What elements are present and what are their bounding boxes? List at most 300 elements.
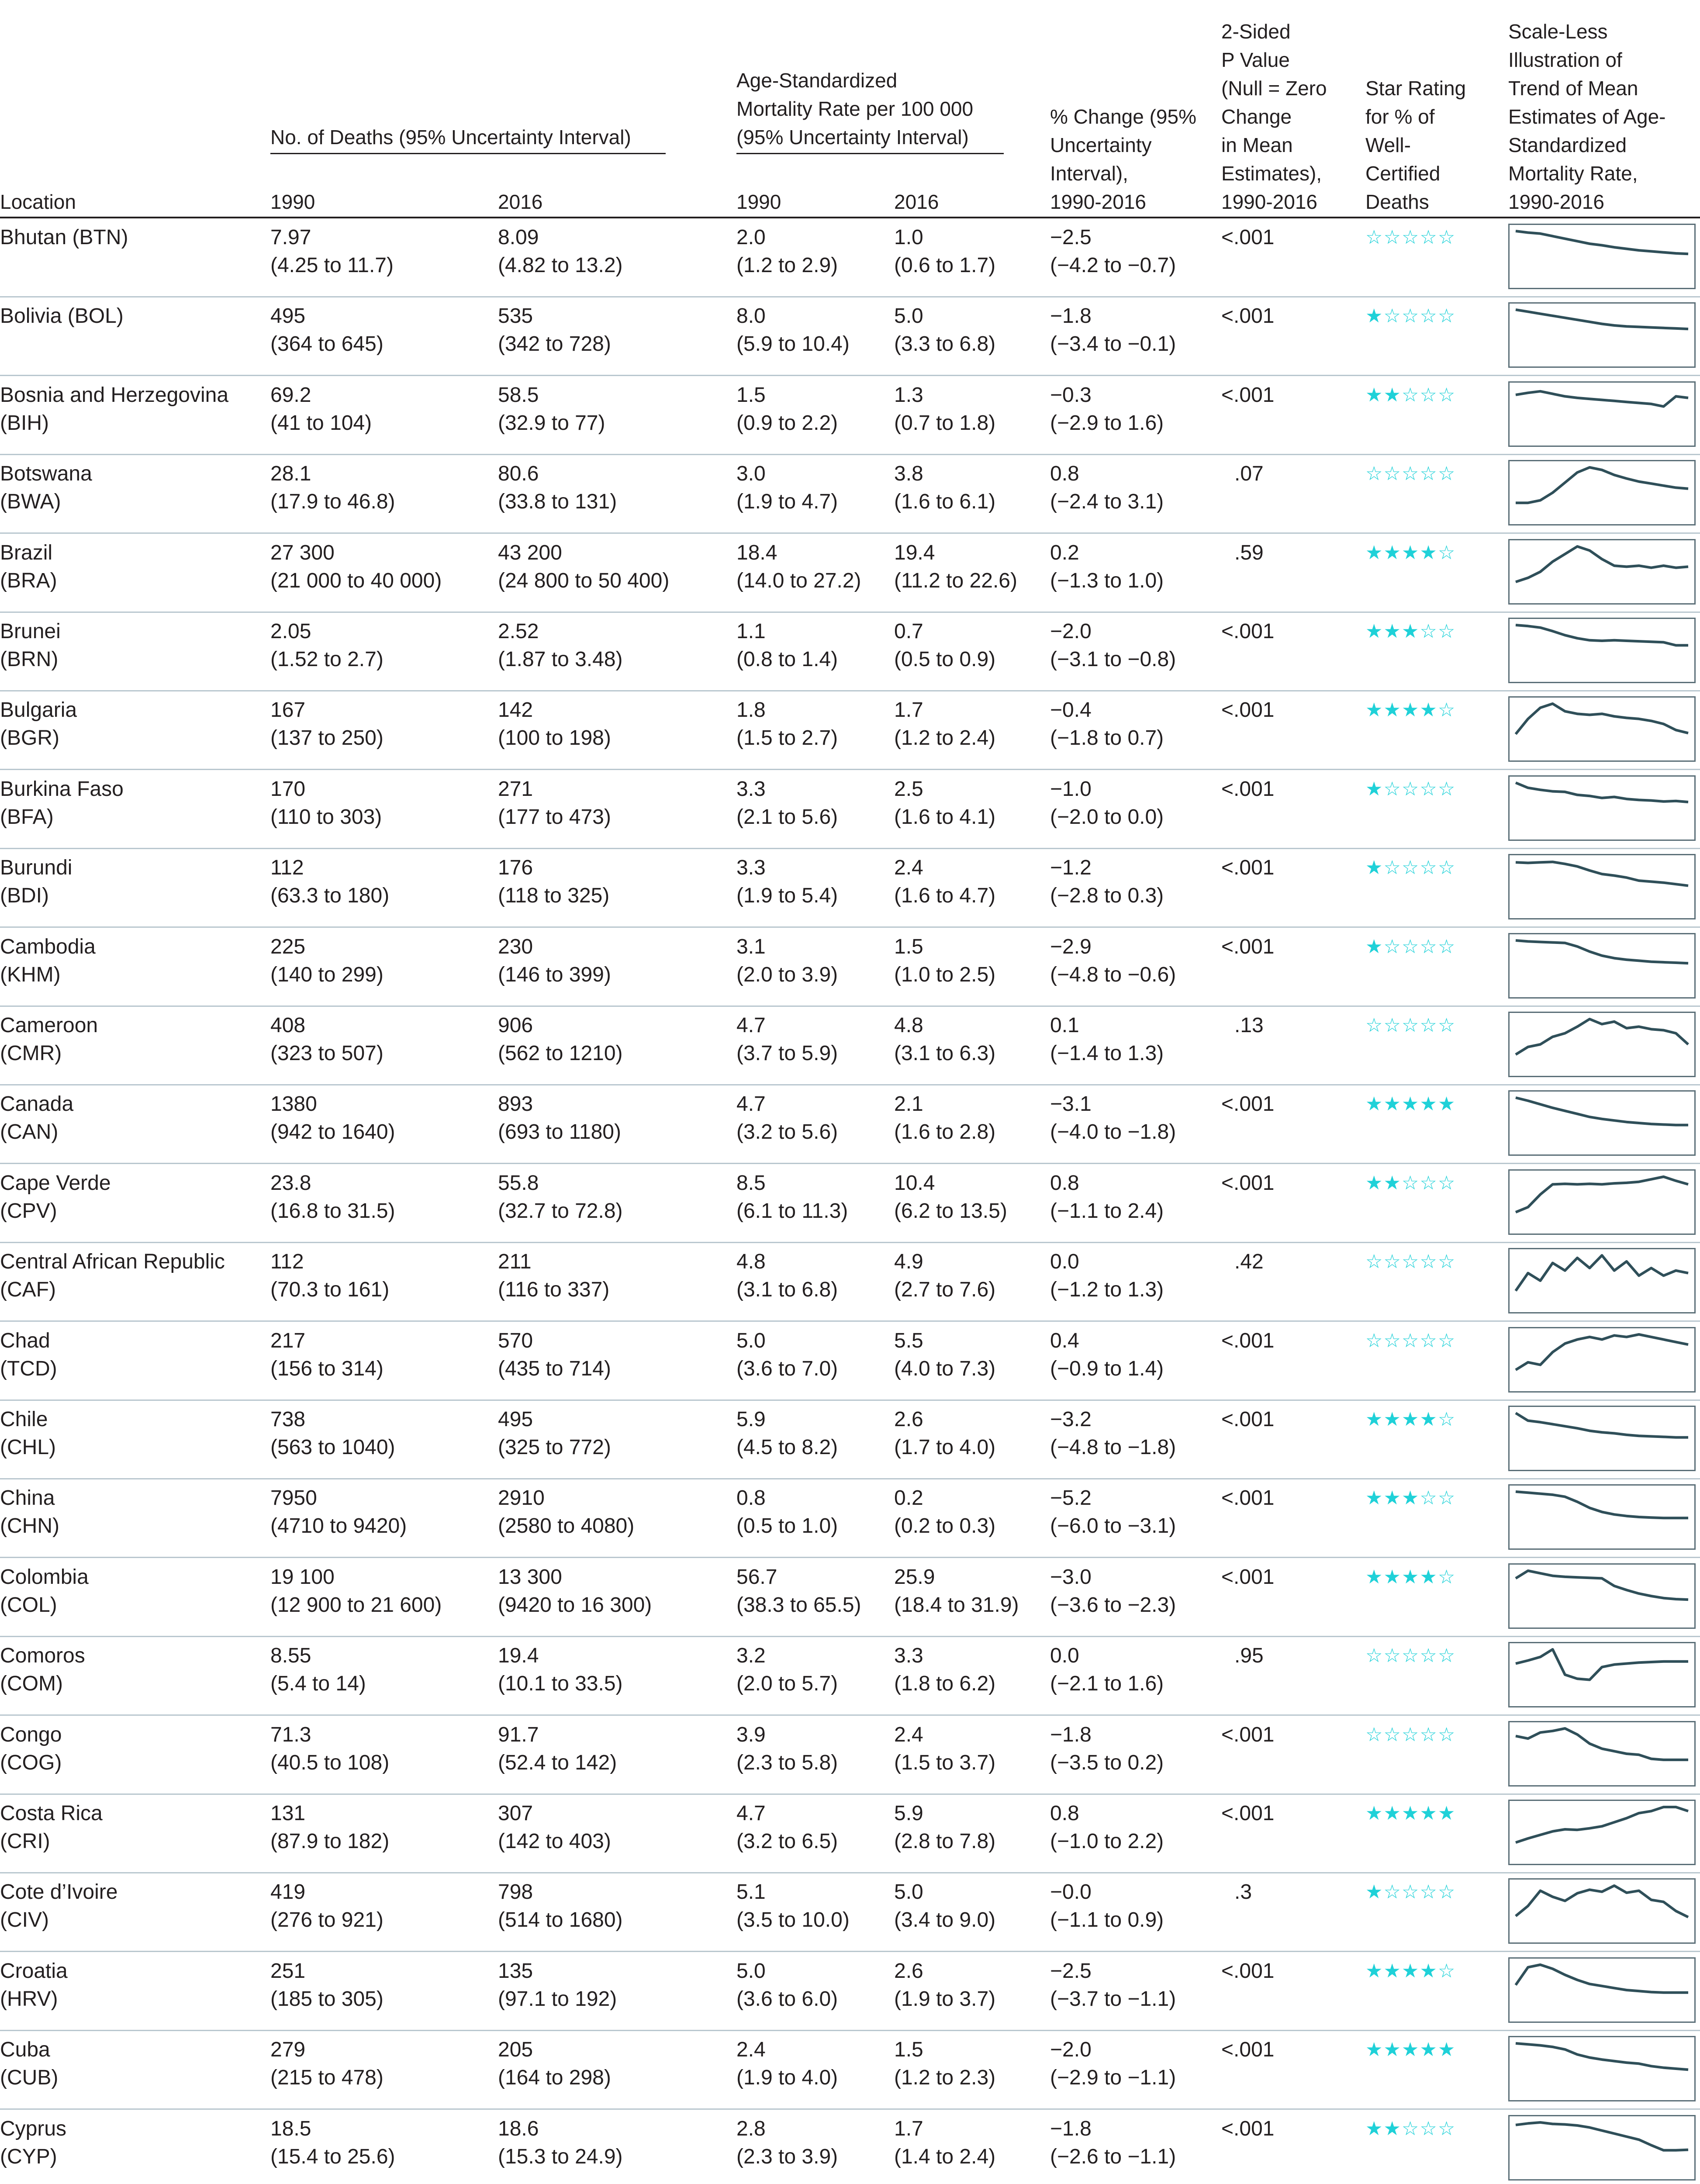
- pct-change-cell: [1050, 1169, 1164, 1225]
- location-cell: [0, 2036, 58, 2092]
- star-empty-icon: ☆: [1365, 1015, 1384, 1036]
- rate-1990-cell-interval: (3.7 to 5.9): [736, 1042, 838, 1065]
- location-cell-value: Cambodia: [0, 935, 96, 958]
- pct-change-cell-interval: (−2.8 to 0.3): [1050, 884, 1164, 908]
- p-value-cell: <.001: [1221, 1565, 1275, 1589]
- pct-change-cell-interval: (−1.2 to 1.3): [1050, 1278, 1164, 1302]
- table-row: [0, 691, 1700, 770]
- pct-change-cell-value: −0.0: [1050, 1880, 1092, 1904]
- p-value-cell: <.001: [1221, 1486, 1275, 1510]
- star-filled-icon: ★: [1420, 542, 1438, 563]
- pct-change-cell-interval: (−3.5 to 0.2): [1050, 1751, 1164, 1774]
- trend-sparkline: [1508, 696, 1696, 762]
- rate-2016-cell: [894, 460, 995, 516]
- trend-line: [1516, 1492, 1688, 1518]
- deaths-2016-cell: [498, 1248, 609, 1304]
- table-row: [0, 1164, 1700, 1243]
- rate-1990-cell-interval: (0.8 to 1.4): [736, 648, 838, 671]
- pct-change-cell-interval: (−2.4 to 3.1): [1050, 490, 1164, 514]
- deaths-1990-cell: [270, 1563, 442, 1619]
- rate-1990-cell-value: 56.7: [736, 1565, 777, 1589]
- star-empty-icon: ☆: [1420, 463, 1438, 485]
- p-value-cell: <.001: [1221, 620, 1275, 643]
- star-empty-icon: ☆: [1437, 1724, 1456, 1745]
- star-empty-icon: ☆: [1420, 2118, 1438, 2139]
- deaths-1990-cell-interval: (110 to 303): [270, 805, 382, 829]
- star-filled-icon: ★: [1420, 1566, 1438, 1588]
- deaths-1990-cell-value: 18.5: [270, 2117, 311, 2140]
- star-rating: [1365, 1957, 1456, 1985]
- deaths-2016-cell: [498, 775, 611, 831]
- pct-change-cell-interval: (−1.0 to 2.2): [1050, 1830, 1164, 1853]
- location-cell-value: Bhutan (BTN): [0, 226, 128, 249]
- trend-line: [1516, 783, 1688, 802]
- deaths-2016-cell-value: 8.09: [498, 226, 539, 249]
- trend-line: [1516, 467, 1688, 503]
- deaths-2016-cell-interval: (177 to 473): [498, 805, 611, 829]
- pct-change-cell-interval: (−4.8 to −1.8): [1050, 1436, 1176, 1459]
- deaths-1990-cell-interval: (63.3 to 180): [270, 884, 390, 908]
- star-filled-icon: ★: [1401, 1093, 1420, 1115]
- star-filled-icon: ★: [1365, 936, 1384, 957]
- rate-2016-cell-interval: (1.7 to 4.0): [894, 1436, 996, 1459]
- deaths-1990-cell: [270, 775, 382, 831]
- rate-2016-cell: [894, 539, 1017, 595]
- deaths-1990-cell: [270, 1642, 366, 1698]
- star-filled-icon: ★: [1365, 384, 1384, 406]
- rate-2016-cell-interval: (3.3 to 6.8): [894, 332, 996, 356]
- deaths-2016-cell-interval: (342 to 728): [498, 332, 611, 356]
- rate-1990-cell-interval: (1.5 to 2.7): [736, 726, 838, 750]
- deaths-2016-cell-value: 135: [498, 1959, 533, 1983]
- star-rating: [1365, 539, 1456, 567]
- trend-sparkline: [1508, 1090, 1696, 1156]
- star-empty-icon: ☆: [1437, 778, 1456, 800]
- rate-1990-cell-value: 18.4: [736, 541, 777, 564]
- rate-1990-cell-interval: (4.5 to 8.2): [736, 1436, 838, 1459]
- rate-2016-cell-interval: (4.0 to 7.3): [894, 1357, 996, 1380]
- deaths-1990-cell-value: 112: [270, 1250, 304, 1274]
- rate-1990-cell: [736, 1800, 838, 1856]
- star-empty-icon: ☆: [1401, 1015, 1420, 1036]
- deaths-2016-cell-interval: (32.7 to 72.8): [498, 1199, 623, 1223]
- location-cell: [0, 1878, 117, 1934]
- location-cell-value: Cape Verde: [0, 1171, 111, 1195]
- deaths-1990-cell-interval: (185 to 305): [270, 1987, 384, 2011]
- deaths-2016-cell-value: 18.6: [498, 2117, 539, 2140]
- trend-line: [1516, 310, 1688, 329]
- star-empty-icon: ☆: [1383, 857, 1402, 879]
- star-filled-icon: ★: [1401, 1566, 1420, 1588]
- deaths-2016-cell-value: 495: [498, 1408, 533, 1431]
- star-rating: [1365, 1327, 1456, 1355]
- pct-change-cell-value: −1.8: [1050, 2117, 1092, 2140]
- rate-2016-cell-value: 19.4: [894, 541, 935, 564]
- pct-change-cell: [1050, 696, 1164, 752]
- p-value-cell: .59: [1234, 541, 1264, 564]
- deaths-2016-cell-value: 906: [498, 1014, 533, 1037]
- deaths-2016-cell: [498, 1484, 634, 1540]
- star-empty-icon: ☆: [1437, 1172, 1456, 1194]
- star-filled-icon: ★: [1401, 621, 1420, 642]
- rate-1990-cell: [736, 775, 838, 831]
- pct-change-cell-value: −2.5: [1050, 1959, 1092, 1983]
- deaths-2016-cell-interval: (164 to 298): [498, 2066, 611, 2090]
- star-empty-icon: ☆: [1420, 621, 1438, 642]
- location-cell-value: Croatia: [0, 1959, 68, 1983]
- rate-1990-cell-value: 4.7: [736, 1092, 766, 1116]
- rate-2016-cell-value: 1.3: [894, 383, 923, 407]
- rate-2016-cell-interval: (18.4 to 31.9): [894, 1593, 1019, 1617]
- p-value-cell: <.001: [1221, 2117, 1275, 2140]
- rate-1990-cell-interval: (2.0 to 3.9): [736, 963, 838, 986]
- star-empty-icon: ☆: [1420, 1724, 1438, 1745]
- rate-1990-cell: [736, 1957, 838, 2013]
- deaths-1990-cell-interval: (17.9 to 46.8): [270, 490, 395, 514]
- rate-1990-cell-interval: (2.0 to 5.7): [736, 1672, 838, 1696]
- rate-1990-cell-value: 2.4: [736, 2038, 766, 2062]
- deaths-1990-cell-value: 7.97: [270, 226, 311, 249]
- rate-1990-cell: [736, 933, 838, 989]
- deaths-1990-cell: [270, 302, 384, 358]
- star-filled-icon: ★: [1383, 542, 1402, 563]
- rate-2016-cell: [894, 302, 995, 358]
- rate-1990-cell-value: 1.1: [736, 620, 766, 643]
- star-filled-icon: ★: [1401, 1487, 1420, 1509]
- star-filled-icon: ★: [1383, 1803, 1402, 1824]
- trend-sparkline: [1508, 1327, 1696, 1393]
- location-cell-interval: (CMR): [0, 1042, 62, 1065]
- trend-sparkline: [1508, 1484, 1696, 1550]
- trend-sparkline: [1508, 1563, 1696, 1629]
- rate-2016-cell-value: 5.0: [894, 1880, 923, 1904]
- location-cell-value: Cyprus: [0, 2117, 67, 2140]
- deaths-1990-cell: [270, 1090, 395, 1146]
- p-value-cell: <.001: [1221, 383, 1275, 407]
- rate-2016-cell: [894, 1957, 995, 2013]
- rate-1990-cell: [736, 854, 838, 910]
- trend-line: [1516, 940, 1688, 963]
- star-empty-icon: ☆: [1437, 1645, 1456, 1667]
- star-filled-icon: ★: [1383, 2118, 1402, 2139]
- star-filled-icon: ★: [1383, 621, 1402, 642]
- deaths-1990-cell-value: 28.1: [270, 462, 311, 486]
- header-deaths-2016: 2016: [498, 190, 543, 213]
- pct-change-cell: [1050, 1012, 1164, 1068]
- star-empty-icon: ☆: [1420, 1645, 1438, 1667]
- rate-2016-cell-interval: (0.7 to 1.8): [894, 411, 996, 435]
- deaths-2016-cell-value: 798: [498, 1880, 533, 1904]
- table-row: [0, 928, 1700, 1006]
- pct-change-cell-value: 0.8: [1050, 462, 1079, 486]
- star-empty-icon: ☆: [1437, 1566, 1456, 1588]
- star-empty-icon: ☆: [1420, 1015, 1438, 1036]
- star-filled-icon: ★: [1383, 1566, 1402, 1588]
- location-cell-value: Brazil: [0, 541, 53, 564]
- star-rating: [1365, 302, 1456, 330]
- pct-change-cell: [1050, 1327, 1164, 1383]
- deaths-2016-cell: [498, 1800, 611, 1856]
- rate-2016-cell: [894, 1327, 995, 1383]
- rate-2016-cell: [894, 381, 995, 437]
- rate-1990-cell-value: 1.5: [736, 383, 766, 407]
- star-empty-icon: ☆: [1401, 463, 1420, 485]
- location-cell: [0, 1642, 85, 1698]
- star-empty-icon: ☆: [1420, 778, 1438, 800]
- rate-2016-cell-value: 2.6: [894, 1408, 923, 1431]
- rate-1990-cell-value: 5.0: [736, 1959, 766, 1983]
- pct-change-cell-value: −2.5: [1050, 226, 1092, 249]
- star-filled-icon: ★: [1365, 857, 1384, 879]
- rate-1990-cell: [736, 618, 838, 674]
- star-empty-icon: ☆: [1383, 305, 1402, 327]
- star-filled-icon: ★: [1383, 1172, 1402, 1194]
- star-filled-icon: ★: [1420, 1960, 1438, 1982]
- trend-line: [1516, 1177, 1688, 1212]
- deaths-1990-cell-interval: (942 to 1640): [270, 1120, 395, 1144]
- star-empty-icon: ☆: [1401, 1330, 1420, 1351]
- rate-1990-cell-value: 3.2: [736, 1644, 766, 1668]
- rate-1990-cell: [736, 1721, 838, 1777]
- star-rating: [1365, 1800, 1456, 1828]
- location-cell: [0, 381, 228, 437]
- location-cell-value: Cameroon: [0, 1014, 98, 1037]
- star-filled-icon: ★: [1365, 1566, 1384, 1588]
- deaths-1990-cell-value: 69.2: [270, 383, 311, 407]
- deaths-1990-cell-interval: (87.9 to 182): [270, 1830, 390, 1853]
- location-cell-value: Bulgaria: [0, 698, 77, 722]
- pct-change-cell-value: 0.1: [1050, 1014, 1079, 1037]
- location-cell: [0, 1800, 103, 1856]
- rate-2016-cell: [894, 696, 995, 752]
- table-row: [0, 612, 1700, 691]
- star-empty-icon: ☆: [1437, 1881, 1456, 1903]
- rate-1990-cell-value: 3.1: [736, 935, 766, 958]
- rate-1990-cell-interval: (1.9 to 4.0): [736, 2066, 838, 2090]
- location-cell-value: Colombia: [0, 1565, 89, 1589]
- location-cell-interval: (HRV): [0, 1987, 58, 2011]
- star-empty-icon: ☆: [1401, 1172, 1420, 1194]
- rate-2016-cell-value: 5.0: [894, 304, 923, 328]
- pct-change-cell: [1050, 302, 1176, 358]
- pct-change-cell-interval: (−2.9 to −1.1): [1050, 2066, 1176, 2090]
- header-trend: Scale-Less Illustration of Trend of Mean Estimates of Age- Standardized Mortality Rate, 1990-2016: [1508, 20, 1666, 213]
- deaths-1990-cell-value: 251: [270, 1959, 306, 1983]
- deaths-1990-cell-interval: (5.4 to 14): [270, 1672, 366, 1696]
- star-empty-icon: ☆: [1365, 1645, 1384, 1667]
- location-cell-interval: (CHN): [0, 1514, 59, 1538]
- star-empty-icon: ☆: [1401, 1881, 1420, 1903]
- rate-2016-cell: [894, 854, 995, 910]
- deaths-2016-cell-value: 43 200: [498, 541, 562, 564]
- deaths-1990-cell-interval: (1.52 to 2.7): [270, 648, 384, 671]
- star-empty-icon: ☆: [1401, 305, 1420, 327]
- p-value-cell: <.001: [1221, 856, 1275, 880]
- star-filled-icon: ★: [1383, 699, 1402, 721]
- rate-1990-cell: [736, 539, 861, 595]
- header-rate-group: Age-Standardized Mortality Rate per 100 000 (95% Uncertainty Interval): [736, 69, 974, 149]
- pct-change-cell-value: 0.0: [1050, 1250, 1079, 1274]
- p-value-cell: <.001: [1221, 1092, 1275, 1116]
- star-empty-icon: ☆: [1383, 1881, 1402, 1903]
- p-value-cell: .07: [1234, 462, 1264, 486]
- pct-change-cell: [1050, 1406, 1176, 1462]
- rate-2016-cell: [894, 1484, 995, 1540]
- p-value-cell: <.001: [1221, 1329, 1275, 1352]
- rate-2016-cell-value: 1.0: [894, 226, 923, 249]
- pct-change-cell-value: 0.8: [1050, 1171, 1079, 1195]
- header-pct-change: % Change (95% Uncertainty Interval), 1990-2016: [1050, 105, 1196, 213]
- table-row: [0, 1873, 1700, 1952]
- pct-change-cell-interval: (−4.2 to −0.7): [1050, 254, 1176, 277]
- deaths-2016-cell-interval: (116 to 337): [498, 1278, 610, 1302]
- star-empty-icon: ☆: [1420, 936, 1438, 957]
- location-cell-interval: (BFA): [0, 805, 54, 829]
- trend-line: [1516, 1334, 1688, 1370]
- trend-line: [1516, 1807, 1688, 1842]
- trend-sparkline: [1508, 1012, 1696, 1077]
- deaths-2016-cell: [498, 1878, 623, 1934]
- deaths-1990-cell: [270, 224, 394, 280]
- pct-change-cell-interval: (−1.4 to 1.3): [1050, 1042, 1164, 1065]
- star-rating: [1365, 1721, 1456, 1749]
- pct-change-cell-interval: (−2.1 to 1.6): [1050, 1672, 1164, 1696]
- star-rating: [1365, 381, 1456, 409]
- location-cell-interval: (BDI): [0, 884, 49, 908]
- deaths-2016-cell-value: 176: [498, 856, 533, 880]
- rate-1990-cell-interval: (3.2 to 5.6): [736, 1120, 838, 1144]
- rate-2016-cell-interval: (6.2 to 13.5): [894, 1199, 1007, 1223]
- deaths-2016-cell: [498, 1012, 623, 1068]
- star-empty-icon: ☆: [1365, 1330, 1384, 1351]
- rate-2016-cell-interval: (2.8 to 7.8): [894, 1830, 996, 1853]
- star-empty-icon: ☆: [1437, 227, 1456, 248]
- pct-change-cell: [1050, 460, 1164, 516]
- table-row: [0, 1006, 1700, 1085]
- rate-2016-cell-value: 2.4: [894, 1723, 923, 1746]
- rate-1990-cell: [736, 460, 838, 516]
- pct-change-cell-value: 0.8: [1050, 1802, 1079, 1825]
- rate-1990-cell-value: 4.8: [736, 1250, 766, 1274]
- rate-2016-cell-interval: (1.5 to 3.7): [894, 1751, 996, 1774]
- deaths-1990-cell: [270, 1248, 389, 1304]
- deaths-2016-cell-interval: (435 to 714): [498, 1357, 611, 1380]
- deaths-2016-cell: [498, 1169, 623, 1225]
- pct-change-cell-value: −3.2: [1050, 1408, 1092, 1431]
- pct-change-cell-interval: (−2.9 to 1.6): [1050, 411, 1164, 435]
- trend-line: [1516, 625, 1688, 645]
- table-row: [0, 1243, 1700, 1321]
- deaths-2016-cell-interval: (325 to 772): [498, 1436, 611, 1459]
- deaths-1990-cell-interval: (40.5 to 108): [270, 1751, 390, 1774]
- deaths-1990-cell-interval: (364 to 645): [270, 332, 384, 356]
- deaths-2016-cell-interval: (33.8 to 131): [498, 490, 617, 514]
- star-filled-icon: ★: [1365, 305, 1384, 327]
- deaths-1990-cell: [270, 618, 384, 674]
- deaths-2016-cell-value: 2910: [498, 1486, 545, 1510]
- deaths-1990-cell-value: 2.05: [270, 620, 311, 643]
- rate-1990-cell-value: 3.9: [736, 1723, 766, 1746]
- deaths-1990-cell: [270, 460, 395, 516]
- deaths-1990-cell-value: 167: [270, 698, 306, 722]
- star-filled-icon: ★: [1365, 2118, 1384, 2139]
- star-empty-icon: ☆: [1383, 936, 1402, 957]
- rate-1990-cell: [736, 1169, 848, 1225]
- rate-2016-cell-interval: (1.6 to 2.8): [894, 1120, 996, 1144]
- star-empty-icon: ☆: [1401, 857, 1420, 879]
- deaths-2016-cell-interval: (146 to 399): [498, 963, 611, 986]
- deaths-1990-cell: [270, 2036, 384, 2092]
- deaths-1990-cell-value: 23.8: [270, 1171, 311, 1195]
- star-filled-icon: ★: [1365, 621, 1384, 642]
- location-cell-interval: (CAN): [0, 1120, 59, 1144]
- header-rate-underline: [736, 153, 1004, 154]
- rate-1990-cell: [736, 1012, 838, 1068]
- rate-2016-cell-interval: (2.7 to 7.6): [894, 1278, 996, 1302]
- rate-1990-cell: [736, 1484, 838, 1540]
- rate-1990-cell-interval: (1.9 to 4.7): [736, 490, 838, 514]
- trend-sparkline: [1508, 1957, 1696, 2023]
- star-filled-icon: ★: [1401, 699, 1420, 721]
- rate-1990-cell-value: 4.7: [736, 1014, 766, 1037]
- deaths-2016-cell: [498, 618, 623, 674]
- header-star-rating: Star Rating for % of Well- Certified Deaths: [1365, 77, 1466, 213]
- rate-2016-cell-interval: (1.6 to 4.7): [894, 884, 996, 908]
- deaths-2016-cell-value: 230: [498, 935, 533, 958]
- star-filled-icon: ★: [1365, 1803, 1384, 1824]
- star-empty-icon: ☆: [1365, 1251, 1384, 1273]
- location-cell-interval: (CYP): [0, 2145, 57, 2168]
- p-value-cell: <.001: [1221, 304, 1275, 328]
- table-row: [0, 1322, 1700, 1400]
- location-cell-interval: (CRI): [0, 1830, 50, 1853]
- location-cell-value: Botswana: [0, 462, 92, 486]
- deaths-2016-cell-value: 205: [498, 2038, 533, 2062]
- pct-change-cell-value: −1.2: [1050, 856, 1092, 880]
- location-cell: [0, 302, 124, 330]
- trend-line: [1516, 2043, 1688, 2070]
- deaths-2016-cell-value: 58.5: [498, 383, 539, 407]
- star-filled-icon: ★: [1437, 2039, 1456, 2061]
- rate-1990-cell-value: 1.8: [736, 698, 766, 722]
- rate-1990-cell-value: 2.8: [736, 2117, 766, 2140]
- rate-1990-cell-value: 0.8: [736, 1486, 766, 1510]
- trend-line: [1516, 231, 1688, 254]
- location-cell: [0, 1090, 73, 1146]
- pct-change-cell-value: 0.2: [1050, 541, 1079, 564]
- star-filled-icon: ★: [1401, 2039, 1420, 2061]
- pct-change-cell-value: −2.0: [1050, 2038, 1092, 2062]
- rate-1990-cell-value: 2.0: [736, 226, 766, 249]
- deaths-2016-cell-interval: (142 to 403): [498, 1830, 611, 1853]
- rate-1990-cell-interval: (6.1 to 11.3): [736, 1199, 848, 1223]
- table-row: [0, 455, 1700, 533]
- rate-1990-cell-interval: (3.5 to 10.0): [736, 1908, 850, 1932]
- pct-change-cell: [1050, 1721, 1164, 1777]
- rate-2016-cell: [894, 1563, 1019, 1619]
- location-cell-interval: (COG): [0, 1751, 62, 1774]
- rate-2016-cell-value: 3.8: [894, 462, 923, 486]
- table-row: [0, 1400, 1700, 1479]
- rate-1990-cell-value: 3.3: [736, 777, 766, 801]
- deaths-1990-cell: [270, 1957, 384, 2013]
- star-filled-icon: ★: [1383, 2039, 1402, 2061]
- rate-1990-cell-interval: (3.1 to 6.8): [736, 1278, 838, 1302]
- pct-change-cell-value: −0.4: [1050, 698, 1092, 722]
- star-empty-icon: ☆: [1401, 778, 1420, 800]
- p-value-cell: <.001: [1221, 1723, 1275, 1746]
- pct-change-cell-interval: (−3.4 to −0.1): [1050, 332, 1176, 356]
